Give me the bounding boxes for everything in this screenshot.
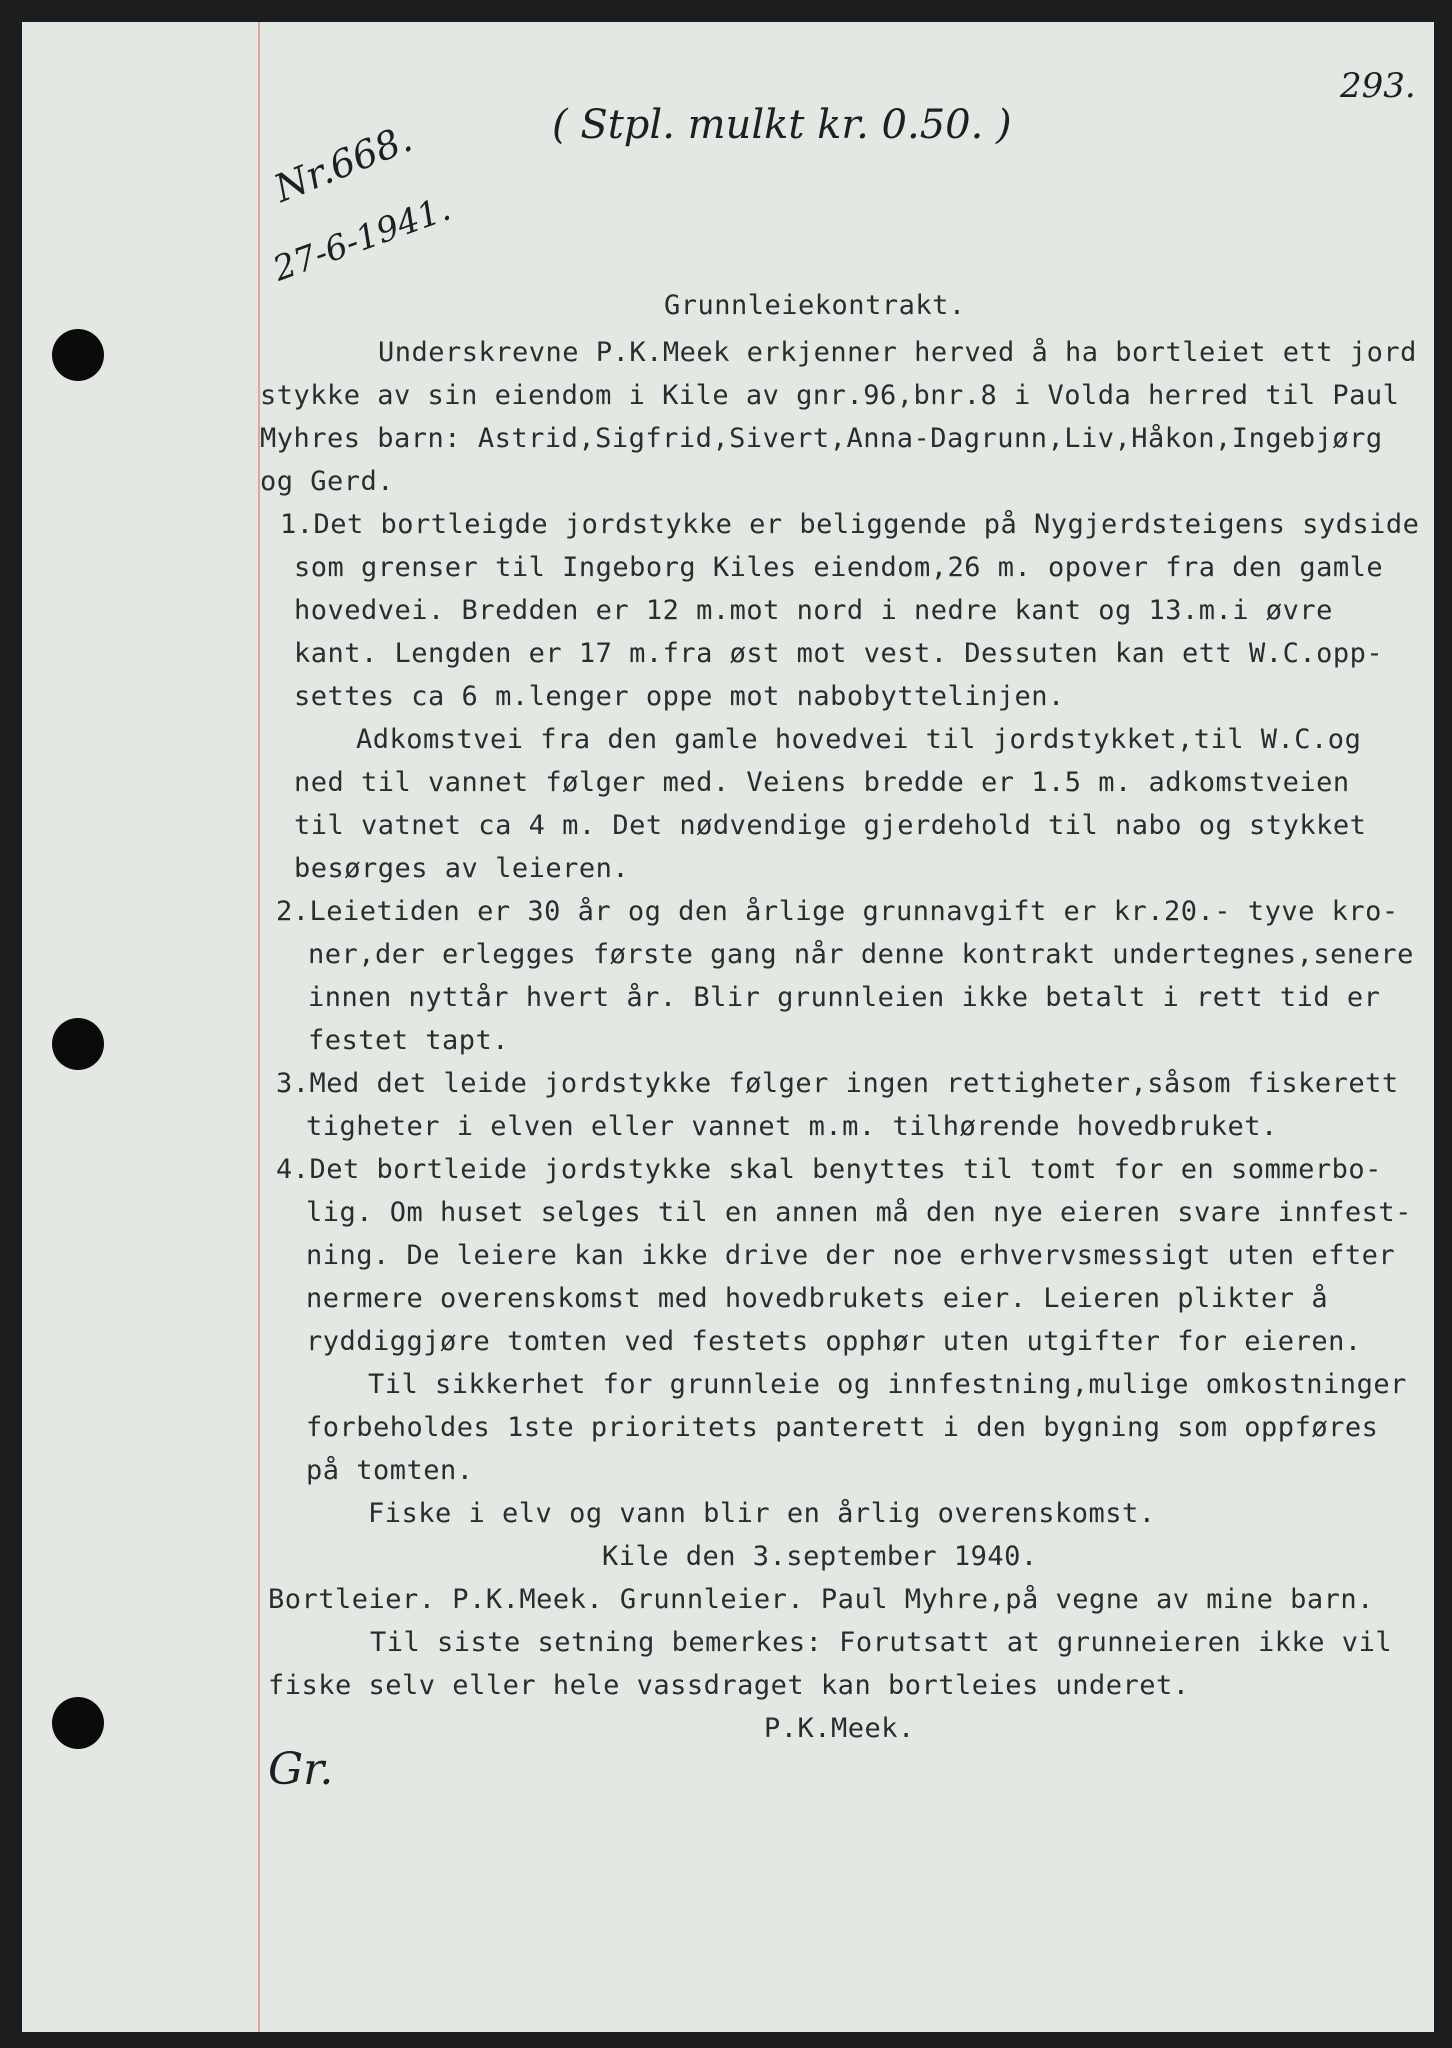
text-line: settes ca 6 m.lenger oppe mot nabobyttelinjen. [294,681,1065,712]
text-line: stykke av sin eiendom i Kile av gnr.96,bnr.8 i Volda herred til Paul [260,380,1400,411]
text-line: ryddiggjøre tomten ved festets opphør uten utgifter for eieren. [306,1326,1362,1357]
text-line: festet tapt. [308,1025,510,1056]
place-date-line: Kile den 3.september 1940. [602,1541,1038,1572]
punch-hole-bottom [52,1697,104,1749]
text-line: innen nyttår hvert år. Blir grunnleien ikke betalt i rett tid er [308,982,1381,1013]
text-line: på tomten. [306,1455,474,1486]
signature-line: Bortleier. P.K.Meek. Grunnleier. Paul Myhre,på vegne av mine barn. [268,1584,1374,1615]
text-line: ning. De leiere kan ikke drive der noe erhvervsmessigt uten efter [306,1240,1396,1271]
stamp-duty-note: ( Stpl. mulkt kr. 0.50. ) [552,102,1012,148]
text-line: Myhres barn: Astrid,Sigfrid,Sivert,Anna-Dagrunn,Liv,Håkon,Ingebjørg [260,423,1383,454]
text-line: Adkomstvei fra den gamle hovedvei til jordstykket,til W.C.og [356,724,1362,755]
text-line: Fiske i elv og vann blir en årlig overenskomst. [368,1498,1156,1529]
margin-line [258,22,260,2032]
text-line: fiske selv eller hele vassdraget kan bortleies underet. [268,1670,1190,1701]
document-reference-number: Nr.668. [268,116,418,211]
text-line: kant. Lengden er 17 m.fra øst mot vest. Dessuten kan ett W.C.opp- [294,638,1384,669]
text-line: 4.Det bortleide jordstykke skal benyttes til tomt for en sommerbo- [276,1154,1382,1185]
text-line: hovedvei. Bredden er 12 m.mot nord i nedre kant og 13.m.i øvre [294,595,1333,626]
text-line: 1.Det bortleigde jordstykke er beliggende på Nygjerdsteigens sydside [280,509,1420,540]
text-line: nermere overenskomst med hovedbrukets eier. Leieren plikter å [306,1283,1329,1314]
text-line: tigheter i elven eller vannet m.m. tilhørende hovedbruket. [306,1111,1278,1142]
text-line: forbeholdes 1ste prioritets panterett i den bygning som oppføres [306,1412,1379,1443]
text-line: ned til vannet følger med. Veiens bredde er 1.5 m. adkomstveien [294,767,1350,798]
text-line: til vatnet ca 4 m. Det nødvendige gjerdehold til nabo og stykket [294,810,1367,841]
text-line: 2.Leietiden er 30 år og den årlige grunnavgift er kr.20.- tyve kro- [276,896,1399,927]
text-line: som grenser til Ingeborg Kiles eiendom,26 m. opover fra den gamle [294,552,1384,583]
text-line: Til siste setning bemerkes: Forutsatt at grunneieren ikke vil [370,1627,1393,1658]
punch-hole-middle [52,1018,104,1070]
text-line: og Gerd. [260,466,395,497]
closing-signature: P.K.Meek. [764,1713,915,1744]
registration-date: 27-6-1941. [268,188,456,290]
text-line: ner,der erlegges første gang når denne kontrakt undertegnes,senere [308,939,1414,970]
text-line: besørges av leieren. [294,853,630,884]
punch-hole-top [52,329,104,381]
document-title: Grunnleiekontrakt. [664,290,966,321]
document-page [22,22,1434,2032]
text-line: lig. Om huset selges til en annen må den nye eieren svare innfest- [306,1197,1412,1228]
handwritten-initials: Gr. [268,1744,334,1795]
page-number: 293. [1340,66,1416,106]
text-line: 3.Med det leide jordstykke følger ingen rettigheter,såsom fiskerett [276,1068,1399,1099]
text-line: Underskrevne P.K.Meek erkjenner herved å ha bortleiet ett jord [378,337,1417,368]
text-line: Til sikkerhet for grunnleie og innfestning,mulige omkostninger [368,1369,1407,1400]
